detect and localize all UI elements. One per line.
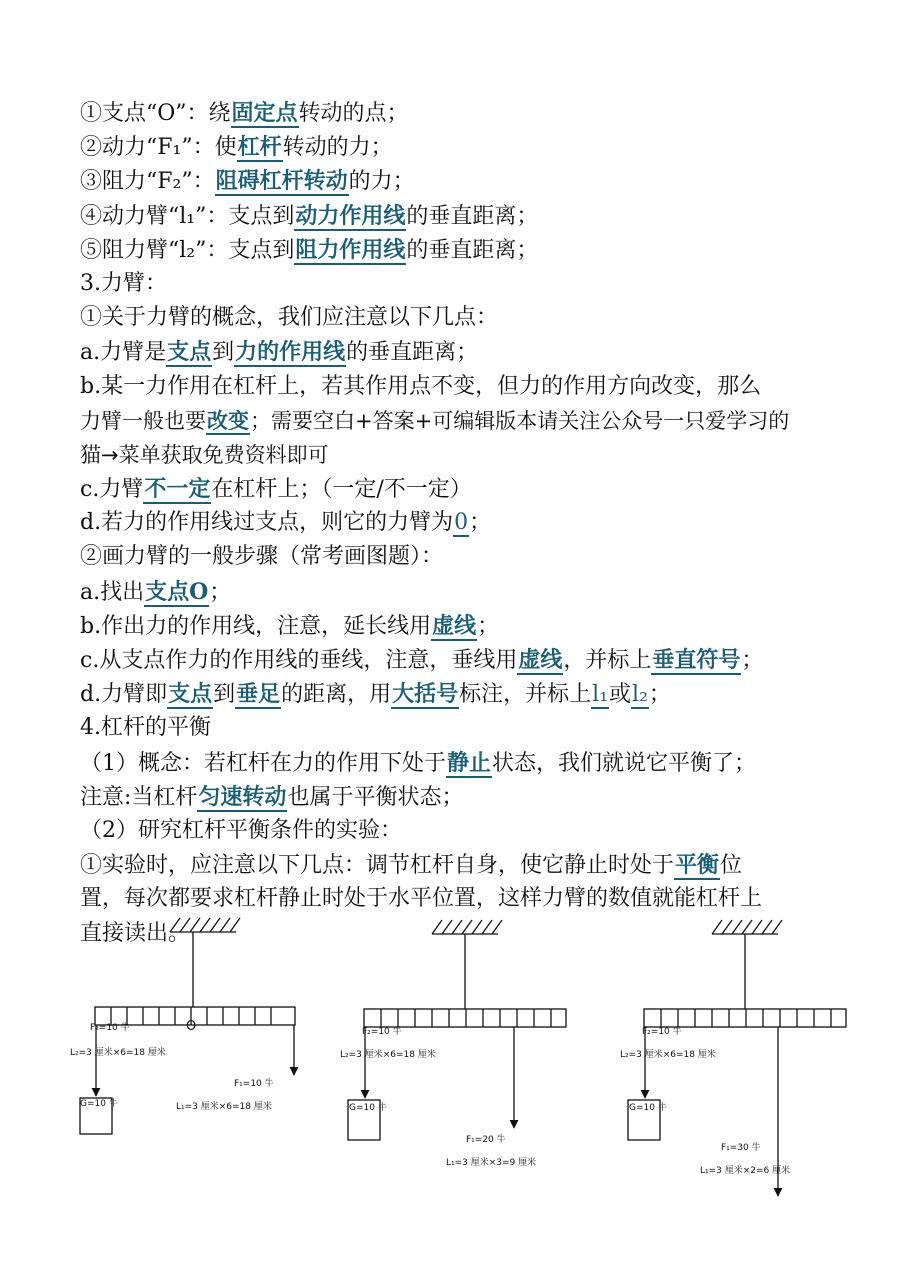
f2-label: F₂=10 牛	[642, 1027, 682, 1037]
text-line: （2）研究杠杆平衡条件的实验：	[80, 817, 402, 843]
text-body	[80, 96, 840, 951]
text-line: d.若力的作用线过支点，则它的力臂为0；	[80, 510, 492, 536]
l2-label: L₂=3 厘米×6=18 厘米	[340, 1050, 436, 1060]
pivot-label: O	[186, 1019, 197, 1034]
g-label: G=10 牛	[349, 1103, 387, 1113]
text-line: 力臂一般也要改变；需要空白+答案+可编辑版本请关注公众号一只爱学习的	[80, 408, 790, 433]
ceiling-hatch	[170, 918, 240, 932]
text-line: 注意:当杠杆匀速转动也属于平衡状态；	[80, 783, 464, 810]
l1-label: L₁=3 厘米×3=9 厘米	[446, 1158, 537, 1168]
text-line: ⑤阻力臂“l₂”：支点到阻力作用线的垂直距离；	[80, 236, 539, 263]
text-line: ①关于力臂的概念，我们应注意以下几点：	[80, 305, 499, 331]
text-line: b.某一力作用在杠杆上，若其作用点不变，但力的作用方向改变，那么	[80, 373, 762, 399]
lever-diagrams	[0, 900, 914, 1280]
bar-grid	[661, 1009, 831, 1027]
section-heading: 3.力臂：	[80, 270, 167, 296]
f1-label: F₁=30 牛	[721, 1143, 761, 1153]
f1-label: F₁=20 牛	[466, 1135, 506, 1145]
lever-bar	[644, 1009, 846, 1027]
ceiling-hatch	[712, 920, 782, 934]
text-line: c.从支点作力的作用线的垂线，注意，垂线用虚线，并标上垂直符号；	[80, 647, 764, 673]
l2-label: L₂=3 厘米×6=18 厘米	[70, 1048, 166, 1058]
text-line: d.力臂即支点到垂足的距离，用大括号标注，并标上l₁或l₂；	[80, 681, 671, 708]
f2-label: F₂=10 牛	[90, 1023, 130, 1033]
text-line: ②动力“F₁”：使杠杆转动的力；	[80, 134, 393, 161]
text-line: ②画力臂的一般步骤（常考画图题）：	[80, 544, 444, 570]
ceiling-hatch	[432, 920, 502, 934]
bar-grid	[381, 1009, 551, 1027]
text-line: a.找出支点O；	[80, 578, 232, 605]
section-heading: 4.杠杆的平衡	[80, 715, 211, 741]
l1-label: L₁=3 厘米×2=6 厘米	[700, 1166, 791, 1176]
lever-bar	[364, 1009, 566, 1027]
g-label: G=10 牛	[80, 1099, 118, 1109]
text-line: a.力臂是支点到力的作用线的垂直距离；	[80, 339, 479, 366]
l1-label: L₁=3 厘米×6=18 厘米	[176, 1102, 272, 1112]
text-line: b.作出力的作用线，注意，延长线用虚线；	[80, 612, 500, 639]
f1-label: F₁=10 牛	[234, 1079, 274, 1089]
text-line: ③阻力“F₂”：阻碍杠杆转动的力；	[80, 168, 415, 195]
text-line: 置，每次都要求杠杆静止时处于水平位置，这样力臂的数值就能杠杆上	[80, 886, 763, 912]
text-line: ①实验时，应注意以下几点：调节杠杆自身，使它静止时处于平衡位	[80, 852, 743, 879]
l2-label: L₂=3 厘米×6=18 厘米	[620, 1050, 716, 1060]
text-line: ④动力臂“l₁”：支点到动力作用线的垂直距离；	[80, 202, 539, 229]
text-line: 猫→菜单获取免费资料即可	[80, 442, 329, 467]
text-line: c.力臂不一定在杠杆上；（一定/不一定）	[80, 476, 472, 503]
text-line: ①支点“O”：绕固定点转动的点；	[80, 100, 409, 126]
g-label: G=10 牛	[629, 1103, 667, 1113]
text-line: 直接读出。	[80, 920, 191, 946]
f2-label: F₂=10 牛	[362, 1027, 402, 1037]
text-line: （1）概念：若杠杆在力的作用下处于静止状态，我们就说它平衡了；	[80, 749, 757, 776]
